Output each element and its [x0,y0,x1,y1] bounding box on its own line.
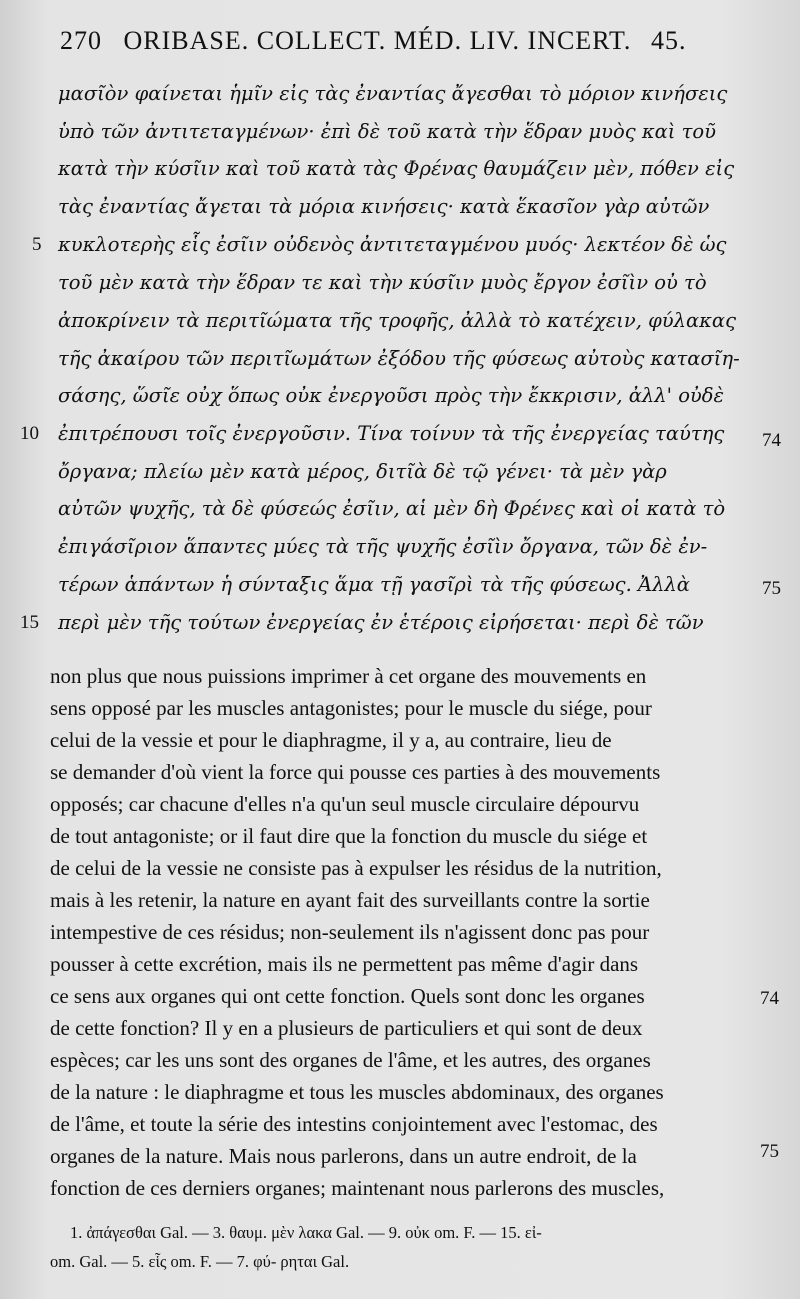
greek-line: σάσης, ὥσῖε οὐχ ὅπως οὐκ ἐνεργοῦσι πρὸς τὴν ἔκκρισιν, ἀλλ' οὐδὲ [58,384,724,407]
page-number: 270 [60,26,102,55]
greek-line: κατὰ τὴν κύσῖιν καὶ τοῦ κατὰ τὰς Φρένας θαυμάζειν μὲν, πόθεν εἰς [58,157,735,180]
footnote-line: 1. ἀπάγεσθαι Gal. — 3. θαυμ. μὲν λακα Gal. — 9. οὐκ om. F. — 15. εἰ- [70,1223,542,1242]
chapter-number: 45. [650,26,687,55]
french-line: pousser à cette excrétion, mais ils ne permettent pas même d'agir dans [50,952,639,976]
french-line: organes de la nature. Mais nous parlerons, dans un autre endroit, de la [50,1144,637,1168]
footnote-line: om. Gal. — 5. εἷς om. F. — 7. φύ- ρηται Gal. [50,1252,350,1271]
french-line: de l'âme, et toute la série des intestins conjointement avec l'estomac, des [50,1112,658,1136]
page-header [60,26,760,56]
french-line: non plus que nous puissions imprimer à cet organe des mouvements en [50,664,647,688]
french-line: de la nature : le diaphragme et tous les muscles abdominaux, des organes [50,1080,664,1104]
line-number: 5 [32,234,42,255]
greek-line: ὄργανα; πλείω μὲν κατὰ μέρος, διτῖὰ δὲ τῷ γένει· τὰ μὲν γὰρ [58,460,667,483]
line-number: 10 [20,423,39,444]
french-line: sens opposé par les muscles antagonistes; pour le muscle du siége, pour [50,696,652,720]
greek-line: αὐτῶν ψυχῆς, τὰ δὲ φύσεώς ἐσῖιν, αἱ μὲν δὴ Φρένες καὶ οἱ κατὰ τὸ [58,497,726,520]
running-title: ORIBASE. COLLECT. MÉD. LIV. INCERT. [123,26,632,55]
french-line: de celui de la vessie ne consiste pas à expulser les résidus de la nutrition, [50,856,662,880]
margin-reference: 74 [762,430,781,451]
greek-line: ἐπιγάσῖριον ἅπαντες μύες τὰ τῆς ψυχῆς ἐσῖὶν ὄργανα, τῶν δὲ ἐν- [58,535,708,558]
greek-line: ἀποκρίνειν τὰ περιτῖώματα τῆς τροφῆς, ἀλλὰ τὸ κατέχειν, φύλακας [58,309,737,332]
greek-line: μασῖὸν φαίνεται ἡμῖν εἰς τὰς ἐναντίας ἄγεσθαι τὸ μόριον κινήσεις [58,82,728,105]
greek-line: τῆς ἀκαίρου τῶν περιτῖωμάτων ἐξόδου τῆς φύσεως αὐτοὺς κατασῖη- [58,347,740,370]
french-line: fonction de ces derniers organes; maintenant nous parlerons des muscles, [50,1176,665,1200]
french-line: ce sens aux organes qui ont cette fonction. Quels sont donc les organes [50,984,645,1008]
greek-line: ἐπιτρέπουσι τοῖς ἐνεργοῦσιν. Τίνα τοίνυν τὰ τῆς ἐνεργείας ταύτης [58,422,725,445]
french-line: celui de la vessie et pour le diaphragme, il y a, au contraire, lieu de [50,728,612,752]
french-line: mais à les retenir, la nature en ayant fait des surveillants contre la sortie [50,888,650,912]
greek-line: περὶ μὲν τῆς τούτων ἐνεργείας ἐν ἑτέροις εἰρήσεται· περὶ δὲ τῶν [58,611,704,634]
french-line: opposés; car chacune d'elles n'a qu'un seul muscle circulaire dépourvu [50,792,640,816]
greek-line: ὑπὸ τῶν ἀντιτεταγμένων· ἐπὶ δὲ τοῦ κατὰ τὴν ἕδραν μυὸς καὶ τοῦ [58,120,717,143]
margin-reference: 74 [760,988,779,1009]
greek-line: κυκλοτερὴς εἷς ἐσῖιν οὐδενὸς ἀντιτεταγμένου μυός· λεκτέον δὲ ὡς [58,233,727,256]
french-line: de cette fonction? Il y en a plusieurs de particuliers et qui sont de deux [50,1016,643,1040]
greek-line: τὰς ἐναντίας ἄγεται τὰ μόρια κινήσεις· κατὰ ἕκασῖον γὰρ αὐτῶν [58,195,710,218]
french-line: de tout antagoniste; or il faut dire que la fonction du muscle du siége et [50,824,648,848]
french-line: intempestive de ces résidus; non-seulement ils n'agissent donc pas pour [50,920,650,944]
margin-reference: 75 [760,1141,779,1162]
line-number: 15 [20,612,39,633]
greek-line: τοῦ μὲν κατὰ τὴν ἕδραν τε καὶ τὴν κύσῖιν μυὸς ἔργον ἐσῖὶν οὐ τὸ [58,271,707,294]
french-line: se demander d'où vient la force qui pousse ces parties à des mouvements [50,760,661,784]
margin-reference: 75 [762,578,781,599]
greek-line: τέρων ἁπάντων ἡ σύνταξις ἅμα τῇ γασῖρὶ τὰ τῆς φύσεως. Ἀλλὰ [58,573,690,596]
french-line: espèces; car les uns sont des organes de l'âme, et les autres, des organes [50,1048,651,1072]
